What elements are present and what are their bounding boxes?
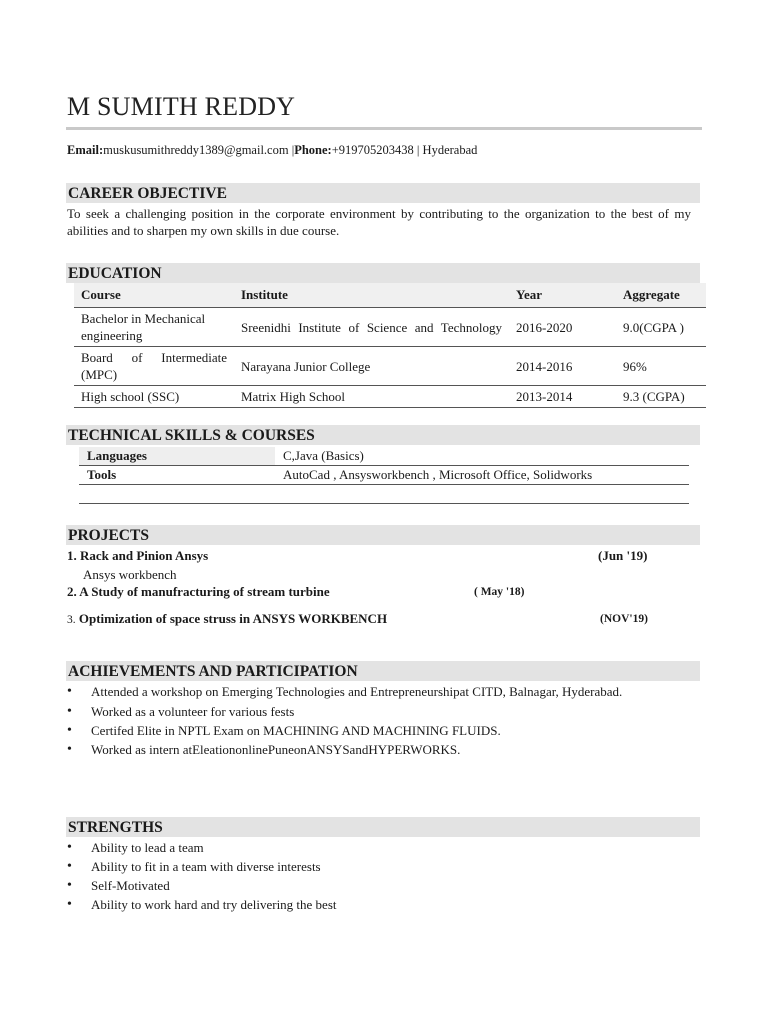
list-item: • Ability to fit in a team with diverse interests — [67, 857, 689, 876]
column-header-course: Course — [74, 283, 234, 308]
email-value: muskusumithreddy1389@gmail.com — [103, 143, 289, 157]
table-row — [79, 485, 689, 504]
institute-cell: Sreenidhi Institute of Science and Technology — [234, 308, 509, 347]
project-date: (Jun '19) — [598, 548, 648, 563]
table-row — [79, 447, 689, 466]
year-cell: 2013-2014 — [509, 386, 616, 408]
year-cell: 2016-2020 — [509, 308, 616, 347]
course-cell: Bachelor in Mechanical engineering — [74, 308, 234, 347]
aggregate-cell: 9.3 (CGPA) — [616, 386, 706, 408]
header-divider — [66, 127, 702, 130]
course-cell: High school (SSC) — [74, 386, 234, 408]
aggregate-cell: 96% — [616, 347, 706, 386]
contact-line — [67, 143, 477, 158]
institute-cell: Matrix High School — [234, 386, 509, 408]
skill-value-tools: AutoCad , Ansysworkbench , Microsoft Office, Solidworks — [275, 466, 689, 485]
list-item: • Worked as a volunteer for various fests — [67, 702, 689, 721]
section-heading-projects: PROJECTS — [66, 525, 700, 545]
project-title — [67, 611, 387, 627]
email-label: Email: — [67, 143, 104, 157]
list-item: • Attended a workshop on Emerging Technologies and Entrepreneurshipat CITD, Balnagar, Hyderabad. — [67, 683, 689, 700]
section-heading-education: EDUCATION — [66, 263, 700, 283]
contact-separator: | — [413, 143, 423, 157]
column-header-aggregate: Aggregate — [616, 283, 706, 308]
strengths-list — [67, 838, 689, 914]
list-item: • Worked as intern atEleationonlinePuneonANSYSandHYPERWORKS. — [67, 740, 689, 759]
skill-value-empty — [275, 485, 689, 504]
course-cell: Board of Intermediate (MPC) — [74, 347, 234, 386]
section-heading-technical-skills: TECHNICAL SKILLS & COURSES — [66, 425, 700, 445]
list-item: • Ability to lead a team — [67, 838, 689, 857]
skill-label-empty — [79, 485, 275, 504]
contact-separator: | — [288, 143, 295, 157]
project-detail: Ansys workbench — [83, 567, 177, 582]
achievements-list — [67, 683, 689, 759]
institute-cell: Narayana Junior College — [234, 347, 509, 386]
project-date: ( May '18) — [474, 586, 525, 598]
skill-label-tools: Tools — [79, 466, 275, 485]
phone-label: Phone: — [294, 143, 332, 157]
skills-table — [79, 447, 689, 504]
project-number: 3. — [67, 614, 76, 626]
project-title: 1. Rack and Pinion Ansys — [67, 548, 209, 563]
aggregate-cell: 9.0(CGPA ) — [616, 308, 706, 347]
phone-value: +919705203438 — [331, 143, 414, 157]
table-row — [74, 308, 706, 347]
career-objective-text: To seek a challenging position in the corporate environment by contributing to the organization to the best of my abilities and to sharpen my own skills in due course. — [67, 206, 691, 238]
project-date: (NOV'19) — [600, 613, 648, 625]
skill-label-languages: Languages — [79, 447, 275, 466]
location-value: Hyderabad — [422, 143, 478, 157]
project-title-text: Optimization of space struss in ANSYS WORKBENCH — [78, 611, 388, 626]
list-item: • Ability to work hard and try delivering the best — [67, 895, 689, 914]
list-item: • Self-Motivated — [67, 876, 689, 895]
section-heading-career-objective: CAREER OBJECTIVE — [66, 183, 700, 203]
column-header-year: Year — [509, 283, 616, 308]
section-heading-strengths: STRENGTHS — [66, 817, 700, 837]
table-row — [74, 347, 706, 386]
list-item: • Certifed Elite in NPTL Exam on MACHINING AND MACHINING FLUIDS. — [67, 721, 689, 740]
candidate-name: M SUMITH REDDY — [67, 92, 296, 121]
table-row — [74, 386, 706, 408]
table-row — [79, 466, 689, 485]
section-heading-achievements: ACHIEVEMENTS AND PARTICIPATION — [66, 661, 700, 681]
education-table — [74, 283, 706, 408]
column-header-institute: Institute — [234, 283, 509, 308]
year-cell: 2014-2016 — [509, 347, 616, 386]
education-header-row — [74, 283, 706, 308]
project-title: 2. A Study of manufracturing of stream turbine — [67, 584, 330, 599]
skill-value-languages: C,Java (Basics) — [275, 447, 689, 466]
